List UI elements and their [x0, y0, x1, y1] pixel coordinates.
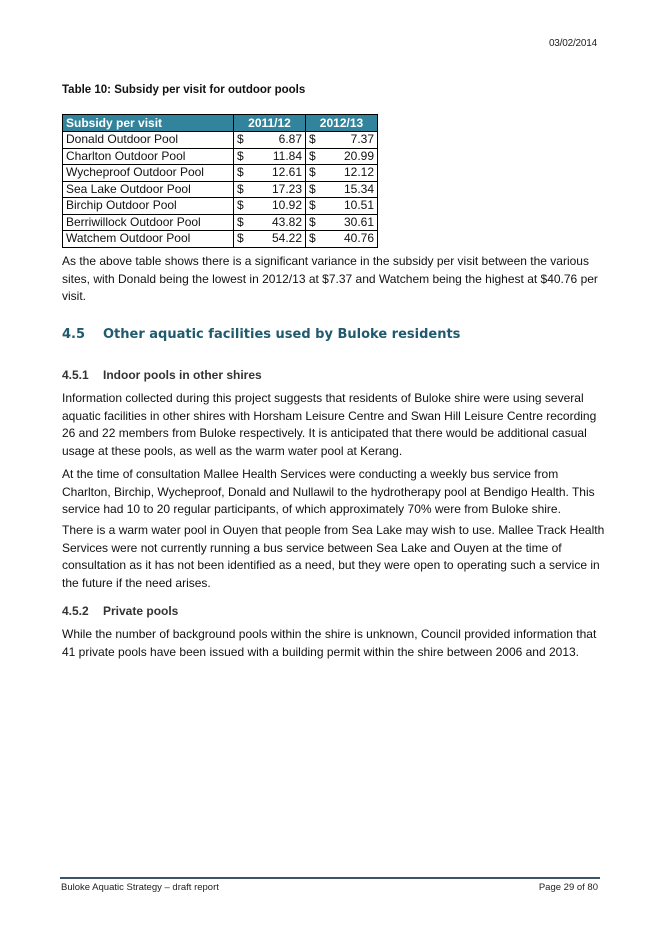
table-row — [63, 132, 378, 149]
subsidy-2012-13: $ 30.61 — [306, 214, 378, 231]
subsection-title: Indoor pools in other shires — [103, 368, 262, 382]
subsidy-2012-13: $ 10.51 — [306, 198, 378, 215]
subsidy-2012-13: $ 12.12 — [306, 165, 378, 182]
table-header-row — [63, 115, 378, 132]
table-row — [63, 165, 378, 182]
subsidy-2012-13: $ 40.76 — [306, 231, 378, 248]
subsidy-2011-12: $ 12.61 — [234, 165, 306, 182]
footer-document-title: Buloke Aquatic Strategy – draft report — [61, 882, 219, 893]
subsection-title: Private pools — [103, 604, 179, 618]
column-header-site: Subsidy per visit — [63, 115, 234, 132]
indoor-pools-paragraph-1: Information collected during this project suggests that residents of Buloke shire were using several aquatic facilities in other shires with Horsham Leisure Centre and Swan Hill Leisure Centre recording 26 and 22 members from Buloke respectively. It is anticipated that there would be additional casual usage at these pools, as well as the warm water pool at Kerang. — [62, 391, 597, 458]
pool-name: Watchem Outdoor Pool — [63, 231, 234, 248]
pool-name: Donald Outdoor Pool — [63, 132, 234, 149]
pool-name: Charlton Outdoor Pool — [63, 148, 234, 165]
pool-name: Birchip Outdoor Pool — [63, 198, 234, 215]
table-row — [63, 214, 378, 231]
subsidy-2012-13: $ 20.99 — [306, 148, 378, 165]
document-date: 03/02/2014 — [548, 38, 597, 49]
subsidy-2011-12: $ 6.87 — [234, 132, 306, 149]
column-header-2011-12: 2011/12 — [234, 115, 306, 132]
pool-name: Sea Lake Outdoor Pool — [63, 181, 234, 198]
column-header-2012-13: 2012/13 — [306, 115, 378, 132]
pool-name: Wycheproof Outdoor Pool — [63, 165, 234, 182]
footer-page-number: Page 29 of 80 — [538, 882, 598, 893]
section-number: 4.5 — [62, 327, 86, 342]
table-caption: Table 10: Subsidy per visit for outdoor pools — [62, 84, 306, 96]
private-pools-paragraph: While the number of background pools within the shire is unknown, Council provided information that 41 private pools have been issued with a building permit within the shire between 2006 and 2013. — [62, 627, 597, 659]
table-row — [63, 198, 378, 215]
subsection-heading-4-5-1 — [62, 368, 262, 382]
pool-name: Berriwillock Outdoor Pool — [63, 214, 234, 231]
table-row — [63, 181, 378, 198]
subsidy-2012-13: $ 7.37 — [306, 132, 378, 149]
footer-divider — [60, 877, 600, 879]
table-row — [63, 231, 378, 248]
subsidy-2011-12: $ 54.22 — [234, 231, 306, 248]
table-summary-paragraph: As the above table shows there is a significant variance in the subsidy per visit between the various sites, with Donald being the lowest in 2012/13 at $7.37 and Watchem being the highest at $40.76 per visit. — [62, 254, 598, 303]
subsidy-2012-13: $ 15.34 — [306, 181, 378, 198]
subsection-heading-4-5-2 — [62, 604, 178, 618]
section-heading-4-5 — [62, 327, 460, 342]
subsidy-2011-12: $ 10.92 — [234, 198, 306, 215]
subsection-number: 4.5.2 — [62, 604, 89, 618]
subsidy-2011-12: $ 43.82 — [234, 214, 306, 231]
section-title: Other aquatic facilities used by Buloke residents — [103, 327, 461, 342]
subsidy-table — [62, 114, 378, 248]
subsidy-2011-12: $ 17.23 — [234, 181, 306, 198]
indoor-pools-paragraph-3: There is a warm water pool in Ouyen that people from Sea Lake may wish to use. Mallee Track Health Services were not currently running a bus service between Sea Lake and Ouyen at the time of consultation as it has not been identified as a need, but they were open to operating such a service in the future if the need arises. — [62, 523, 605, 590]
indoor-pools-paragraph-2: At the time of consultation Mallee Health Services were conducting a weekly bus service from Charlton, Birchip, Wycheproof, Donald and Nullawil to the hydrotherapy pool at Bendigo Health. This service had 10 to 20 regular participants, of which approximately 70% were from Buloke shire. — [62, 467, 595, 516]
subsidy-2011-12: $ 11.84 — [234, 148, 306, 165]
subsection-number: 4.5.1 — [62, 368, 89, 382]
table-row — [63, 148, 378, 165]
